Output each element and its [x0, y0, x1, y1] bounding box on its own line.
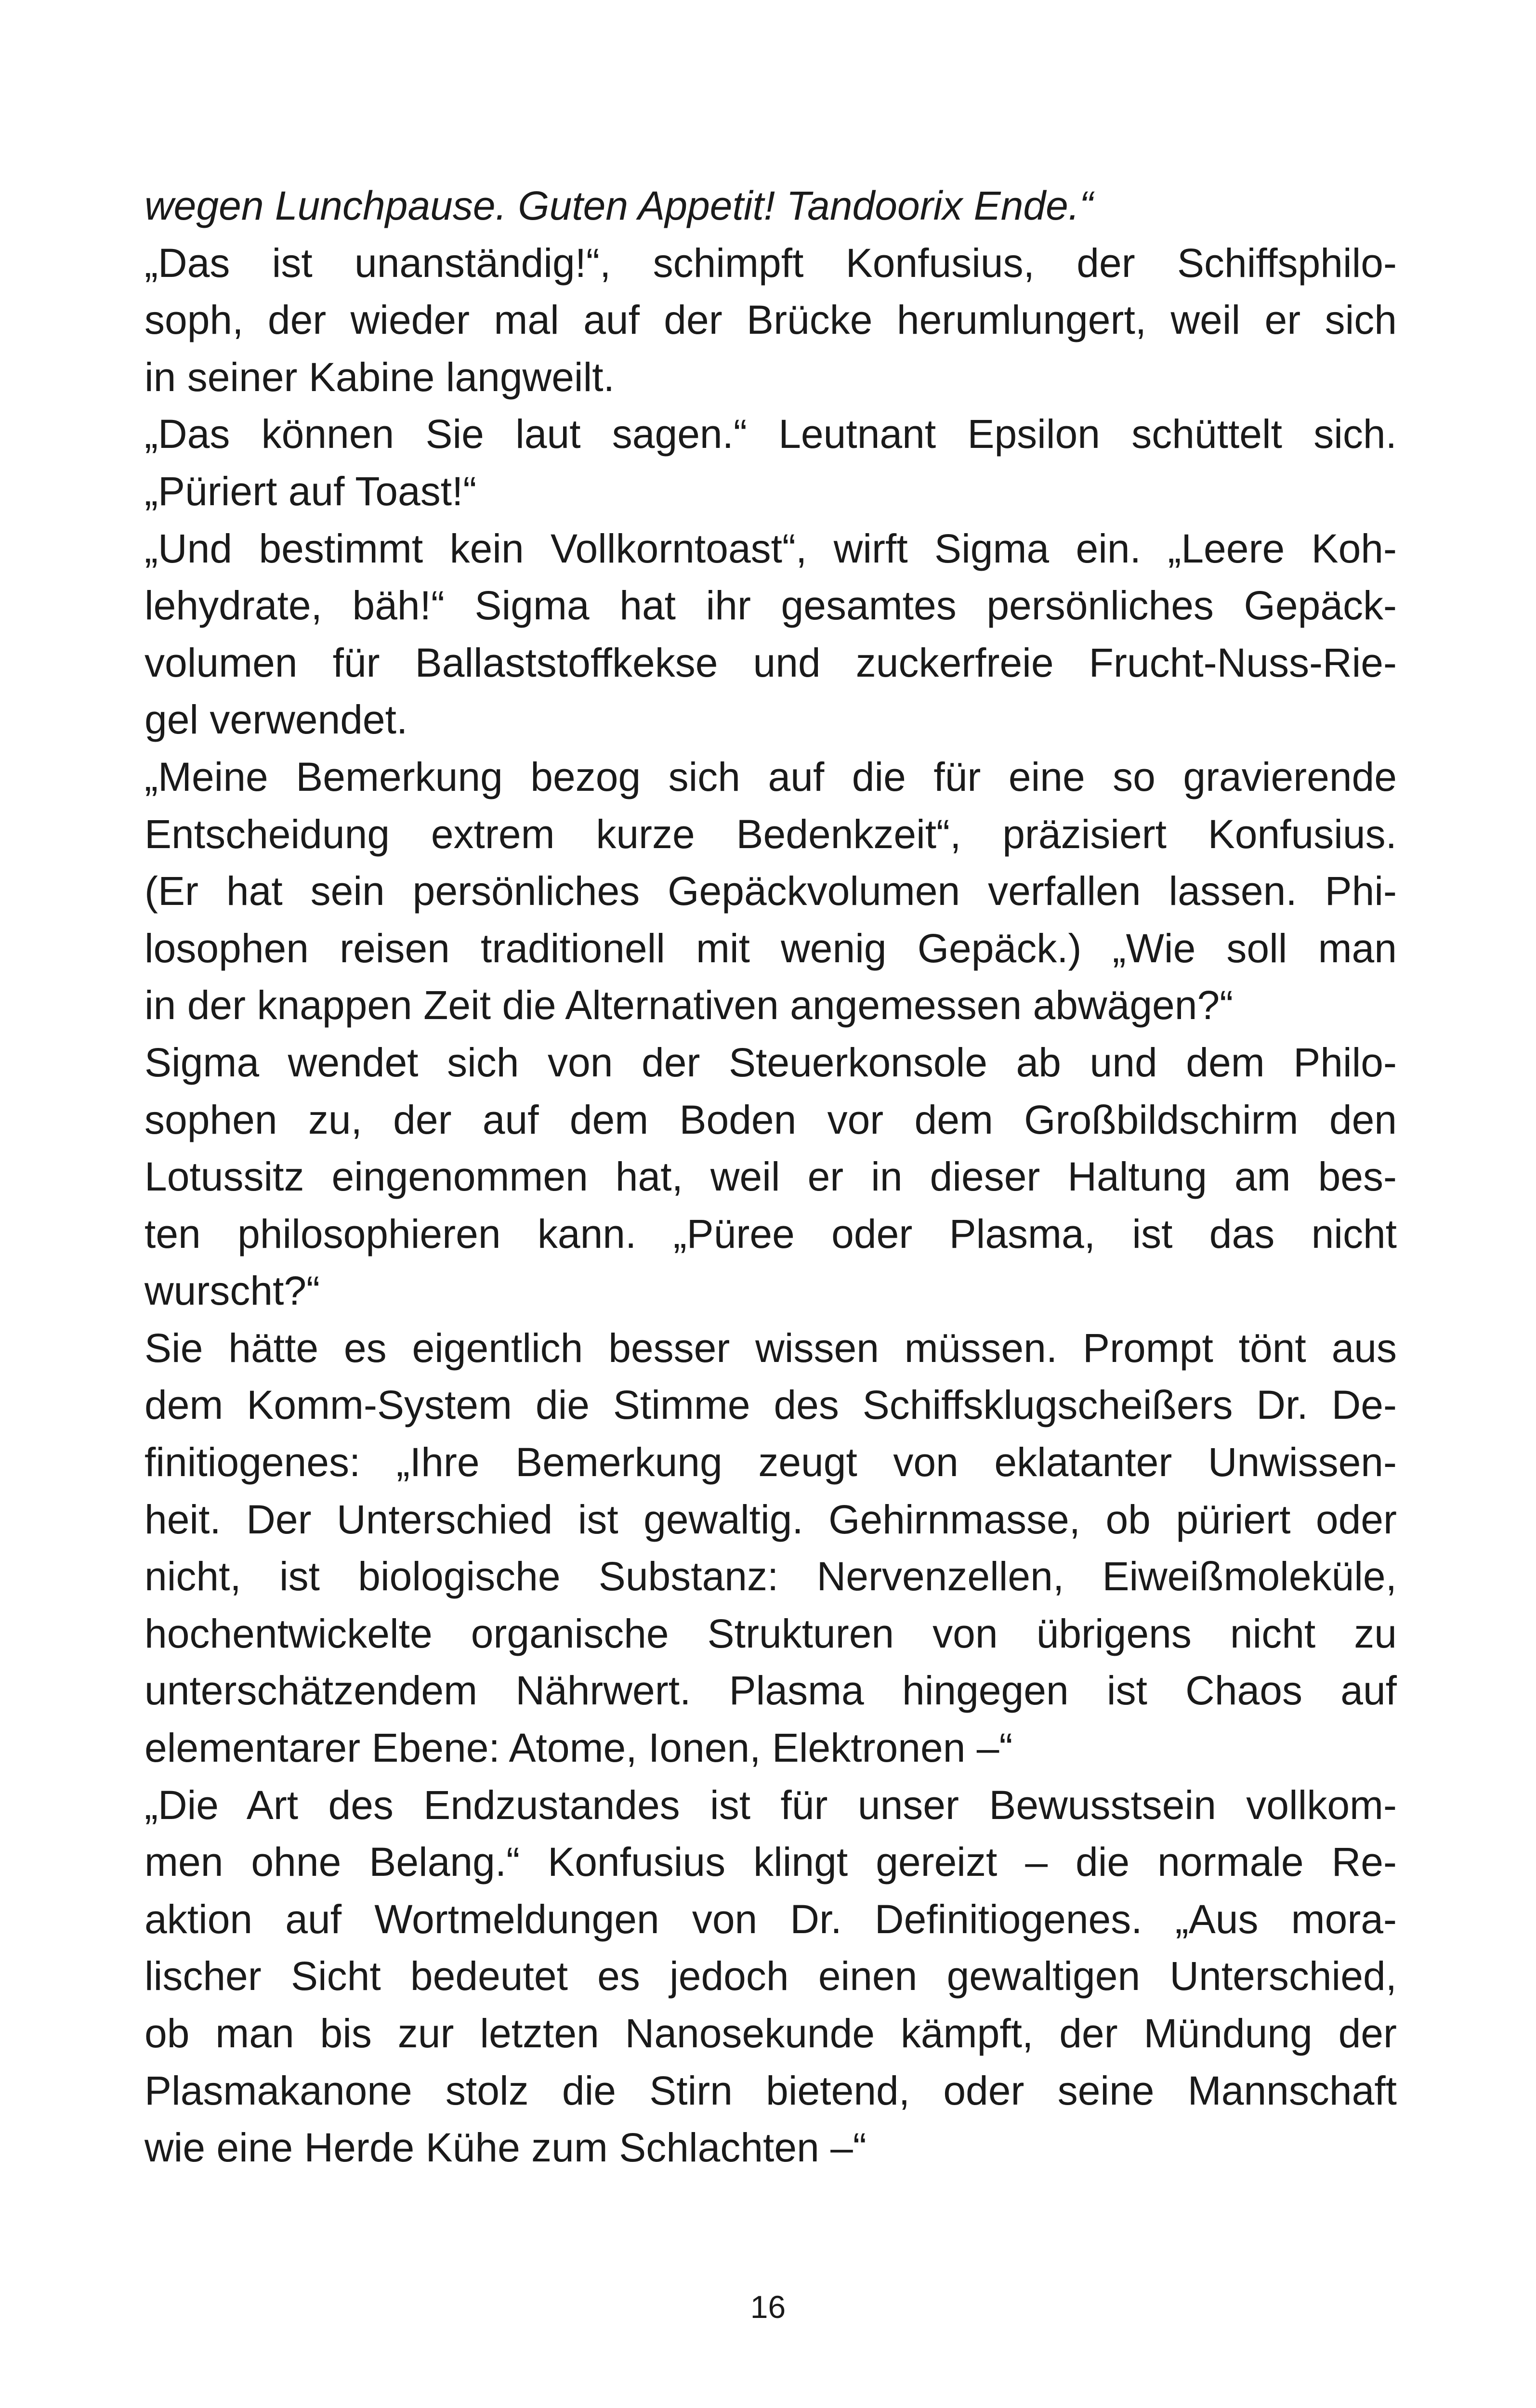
text-line: sophen zu, der auf dem Boden vor dem Großbildschirm den [144, 1097, 1397, 1142]
text-line: hochentwickelte organische Strukturen von übrigens nicht zu [144, 1610, 1397, 1656]
text-line: ten philosophieren kann. „Püree oder Plasma, ist das nicht [144, 1211, 1397, 1256]
text-line: volumen für Ballaststoffkekse und zuckerfreie Frucht-Nuss-Rie- [144, 640, 1397, 685]
text-line: elementarer Ebene: Atome, Ionen, Elektronen –“ [144, 1725, 1013, 1771]
text-line: men ohne Belang.“ Konfusius klingt gereizt – die normale Re- [144, 1839, 1397, 1885]
text-line: Sie hätte es eigentlich besser wissen müssen. Prompt tönt aus [144, 1325, 1397, 1371]
text-line: soph, der wieder mal auf der Brücke herumlungert, weil er sich [144, 297, 1397, 343]
text-line: „Das können Sie laut sagen.“ Leutnant Epsilon schüttelt sich. [144, 411, 1397, 457]
text-line: wegen Lunchpause. Guten Appetit! Tandoorix Ende.“ [144, 183, 1093, 228]
text-line: „Meine Bemerkung bezog sich auf die für eine so gravierende [144, 754, 1397, 799]
text-line: losophen reisen traditionell mit wenig Gepäck.) „Wie soll man [144, 925, 1397, 971]
text-line: wie eine Herde Kühe zum Schlachten –“ [144, 2125, 866, 2171]
text-line: wurscht?“ [144, 1268, 320, 1314]
text-line: „Das ist unanständig!“, schimpft Konfusius, der Schiffsphilo- [144, 240, 1397, 286]
text-line: Plasmakanone stolz die Stirn bietend, oder seine Mannschaft [144, 2068, 1397, 2113]
text-line: heit. Der Unterschied ist gewaltig. Gehirnmasse, ob püriert oder [144, 1496, 1397, 1542]
text-line: (Er hat sein persönliches Gepäckvolumen verfallen lassen. Phi- [144, 868, 1397, 914]
text-line: in der knappen Zeit die Alternativen angemessen abwägen?“ [144, 982, 1234, 1028]
text-line: lehydrate, bäh!“ Sigma hat ihr gesamtes persönliches Gepäck- [144, 583, 1397, 628]
text-line: aktion auf Wortmeldungen von Dr. Definitiogenes. „Aus mora- [144, 1896, 1397, 1942]
text-line: finitiogenes: „Ihre Bemerkung zeugt von eklatanter Unwissen- [144, 1440, 1397, 1485]
body-text [144, 177, 1397, 2176]
text-line: Entscheidung extrem kurze Bedenkzeit“, präzisiert Konfusius. [144, 811, 1397, 857]
text-line: Lotussitz eingenommen hat, weil er in dieser Haltung am bes- [144, 1154, 1397, 1200]
text-line: „Und bestimmt kein Vollkorntoast“, wirft Sigma ein. „Leere Koh- [144, 525, 1397, 571]
text-line: nicht, ist biologische Substanz: Nervenzellen, Eiweißmoleküle, [144, 1554, 1397, 1599]
text-line: unterschätzendem Nährwert. Plasma hingegen ist Chaos auf [144, 1668, 1397, 1714]
text-line: in seiner Kabine langweilt. [144, 354, 615, 400]
text-line: ob man bis zur letzten Nanosekunde kämpft, der Mündung der [144, 2011, 1397, 2056]
text-line: gel verwendet. [144, 697, 408, 743]
text-line: dem Komm-System die Stimme des Schiffsklugscheißers Dr. De- [144, 1382, 1397, 1428]
text-line: lischer Sicht bedeutet es jedoch einen gewaltigen Unterschied, [144, 1953, 1397, 1999]
page-number: 16 [750, 2289, 786, 2325]
text-line: „Püriert auf Toast!“ [144, 468, 477, 514]
text-line: Sigma wendet sich von der Steuerkonsole ab und dem Philo- [144, 1039, 1397, 1085]
text-line: „Die Art des Endzustandes ist für unser Bewusstsein vollkom- [144, 1782, 1397, 1828]
